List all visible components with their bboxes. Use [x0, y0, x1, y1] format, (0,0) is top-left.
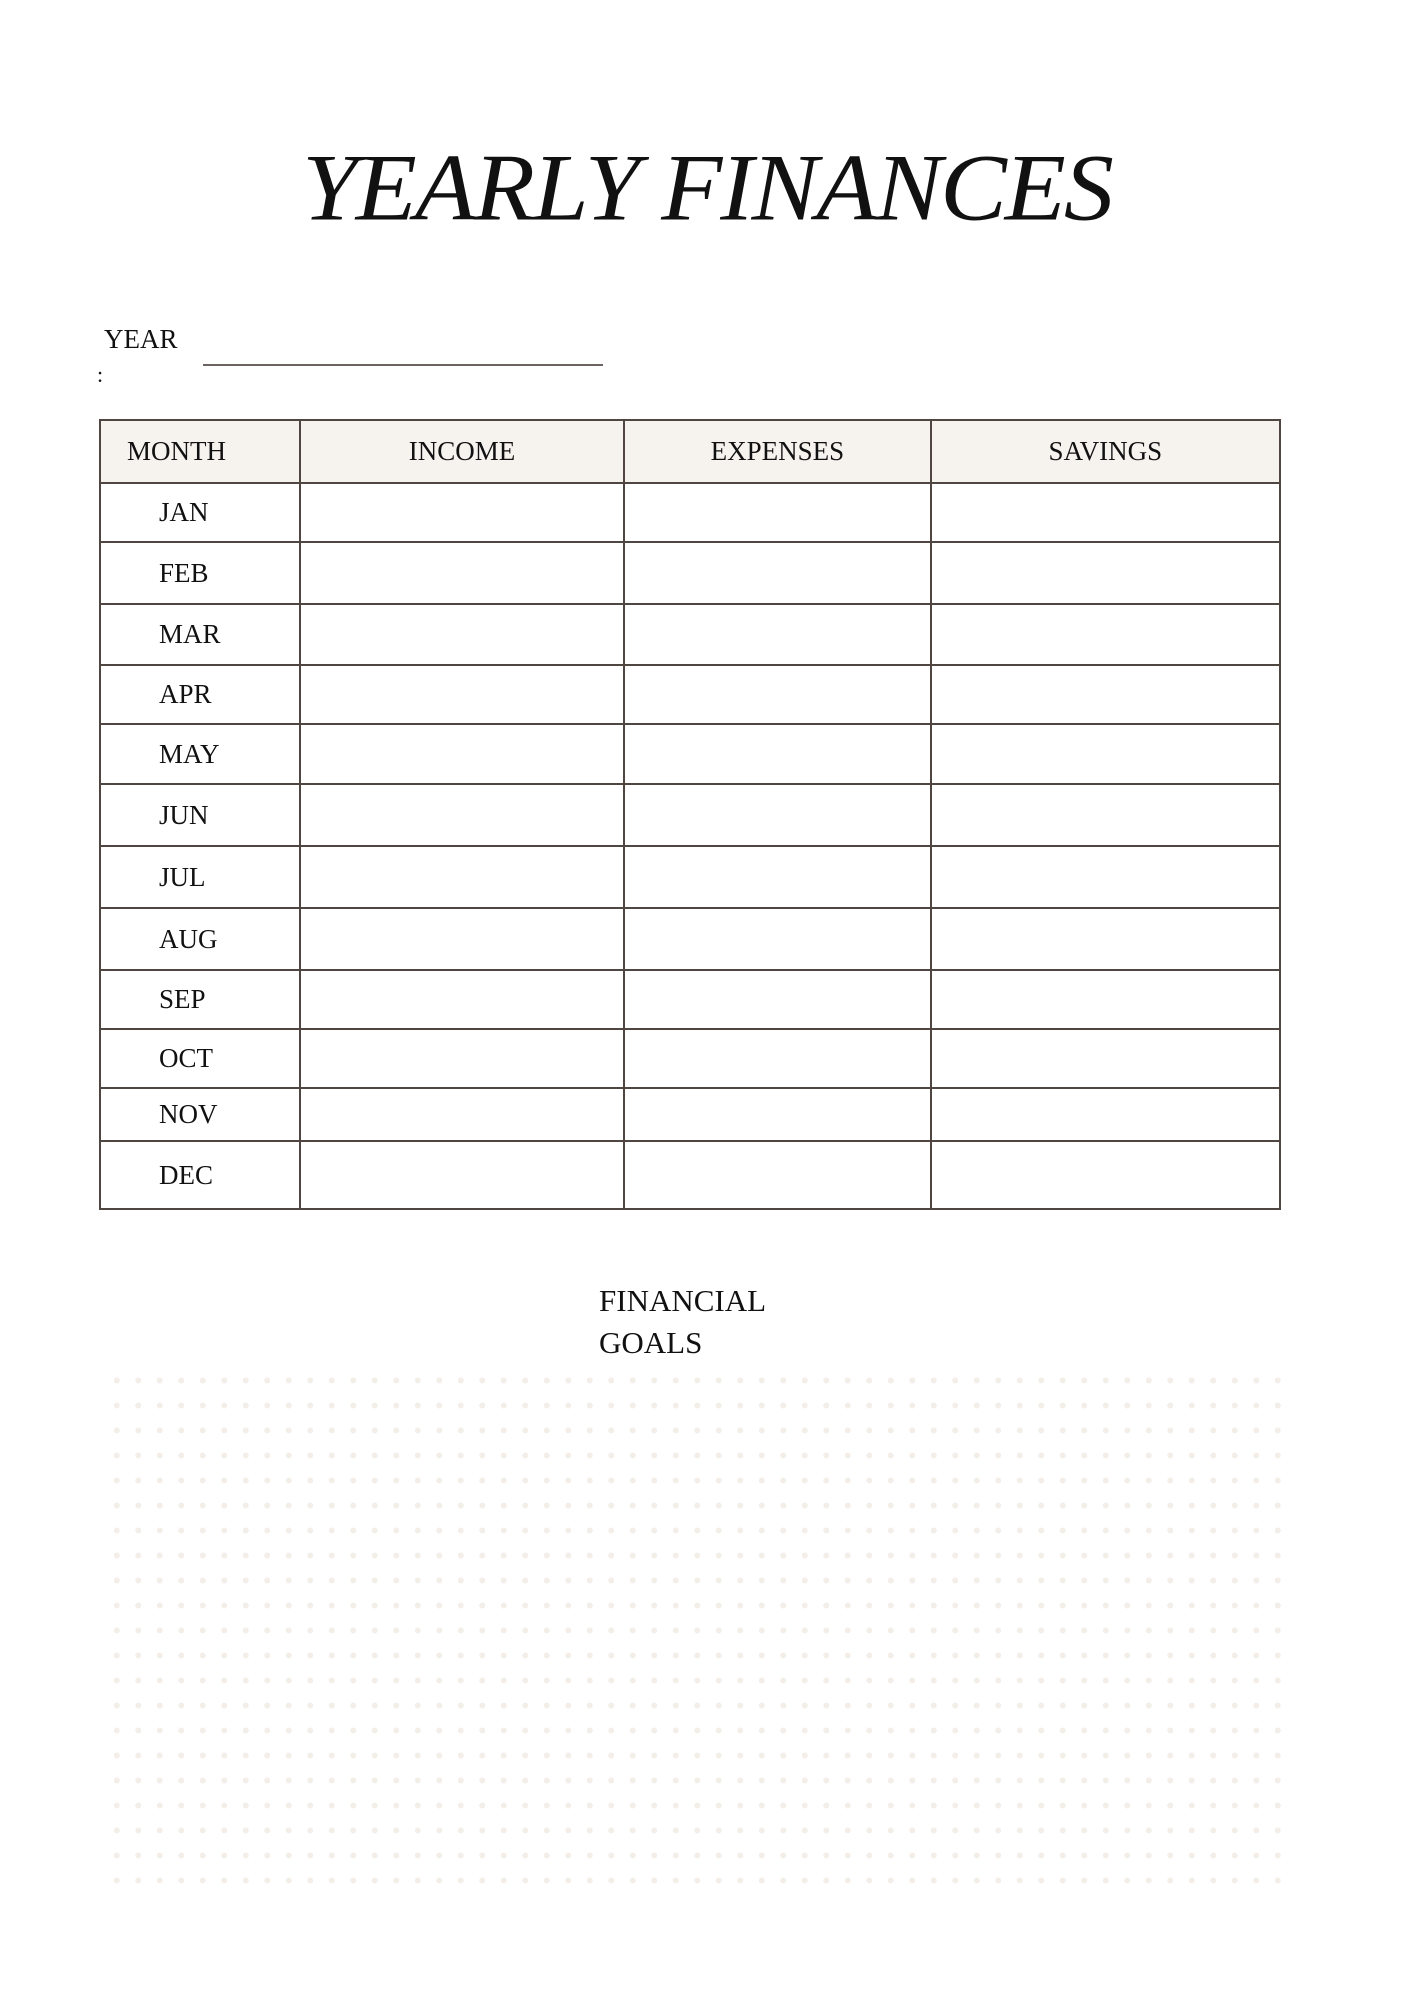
month-cell: DEC [100, 1141, 300, 1209]
expenses-cell[interactable] [624, 970, 931, 1029]
financial-goals-heading [599, 1280, 799, 1364]
year-colon: : [97, 362, 104, 387]
savings-cell[interactable] [931, 970, 1280, 1029]
month-cell: JUN [100, 784, 300, 846]
expenses-cell[interactable] [624, 1141, 931, 1209]
savings-cell[interactable] [931, 604, 1280, 665]
expenses-cell[interactable] [624, 1088, 931, 1141]
income-cell[interactable] [300, 1088, 624, 1141]
income-cell[interactable] [300, 665, 624, 724]
header-savings: SAVINGS [931, 420, 1280, 483]
income-cell[interactable] [300, 542, 624, 604]
savings-cell[interactable] [931, 846, 1280, 908]
savings-cell[interactable] [931, 784, 1280, 846]
table-row [100, 665, 1280, 724]
month-cell: JUL [100, 846, 300, 908]
income-cell[interactable] [300, 970, 624, 1029]
expenses-cell[interactable] [624, 483, 931, 542]
year-label: YEAR [104, 324, 178, 354]
income-cell[interactable] [300, 724, 624, 784]
expenses-cell[interactable] [624, 724, 931, 784]
dotted-notes-area[interactable] [106, 1368, 1282, 1900]
savings-cell[interactable] [931, 1029, 1280, 1088]
header-income: INCOME [300, 420, 624, 483]
savings-cell[interactable] [931, 665, 1280, 724]
savings-cell[interactable] [931, 542, 1280, 604]
expenses-cell[interactable] [624, 1029, 931, 1088]
table-row [100, 542, 1280, 604]
expenses-cell[interactable] [624, 908, 931, 970]
income-cell[interactable] [300, 1029, 624, 1088]
savings-cell[interactable] [931, 1141, 1280, 1209]
savings-cell[interactable] [931, 724, 1280, 784]
expenses-cell[interactable] [624, 604, 931, 665]
goals-line-1: FINANCIAL [599, 1283, 767, 1318]
income-cell[interactable] [300, 1141, 624, 1209]
income-cell[interactable] [300, 908, 624, 970]
table-row [100, 846, 1280, 908]
table-row [100, 970, 1280, 1029]
header-month: MONTH [100, 420, 300, 483]
table-header-row [100, 420, 1280, 483]
header-expenses: EXPENSES [624, 420, 931, 483]
table-row [100, 908, 1280, 970]
goals-line-2: GOALS [599, 1325, 703, 1360]
month-cell: AUG [100, 908, 300, 970]
page-title: YEARLY FINANCES [302, 134, 1112, 241]
savings-cell[interactable] [931, 908, 1280, 970]
income-cell[interactable] [300, 846, 624, 908]
table-row [100, 784, 1280, 846]
table-row [100, 1088, 1280, 1141]
month-cell: FEB [100, 542, 300, 604]
income-cell[interactable] [300, 784, 624, 846]
table-row [100, 483, 1280, 542]
income-cell[interactable] [300, 604, 624, 665]
month-cell: NOV [100, 1088, 300, 1141]
savings-cell[interactable] [931, 1088, 1280, 1141]
month-cell: APR [100, 665, 300, 724]
month-cell: MAY [100, 724, 300, 784]
savings-cell[interactable] [931, 483, 1280, 542]
year-input-line[interactable] [203, 364, 603, 366]
finances-table [99, 419, 1281, 1210]
expenses-cell[interactable] [624, 665, 931, 724]
expenses-cell[interactable] [624, 542, 931, 604]
month-cell: OCT [100, 1029, 300, 1088]
month-cell: SEP [100, 970, 300, 1029]
month-cell: MAR [100, 604, 300, 665]
table-row [100, 1029, 1280, 1088]
expenses-cell[interactable] [624, 784, 931, 846]
table-row [100, 604, 1280, 665]
table-row [100, 724, 1280, 784]
month-cell: JAN [100, 483, 300, 542]
expenses-cell[interactable] [624, 846, 931, 908]
table-row [100, 1141, 1280, 1209]
income-cell[interactable] [300, 483, 624, 542]
